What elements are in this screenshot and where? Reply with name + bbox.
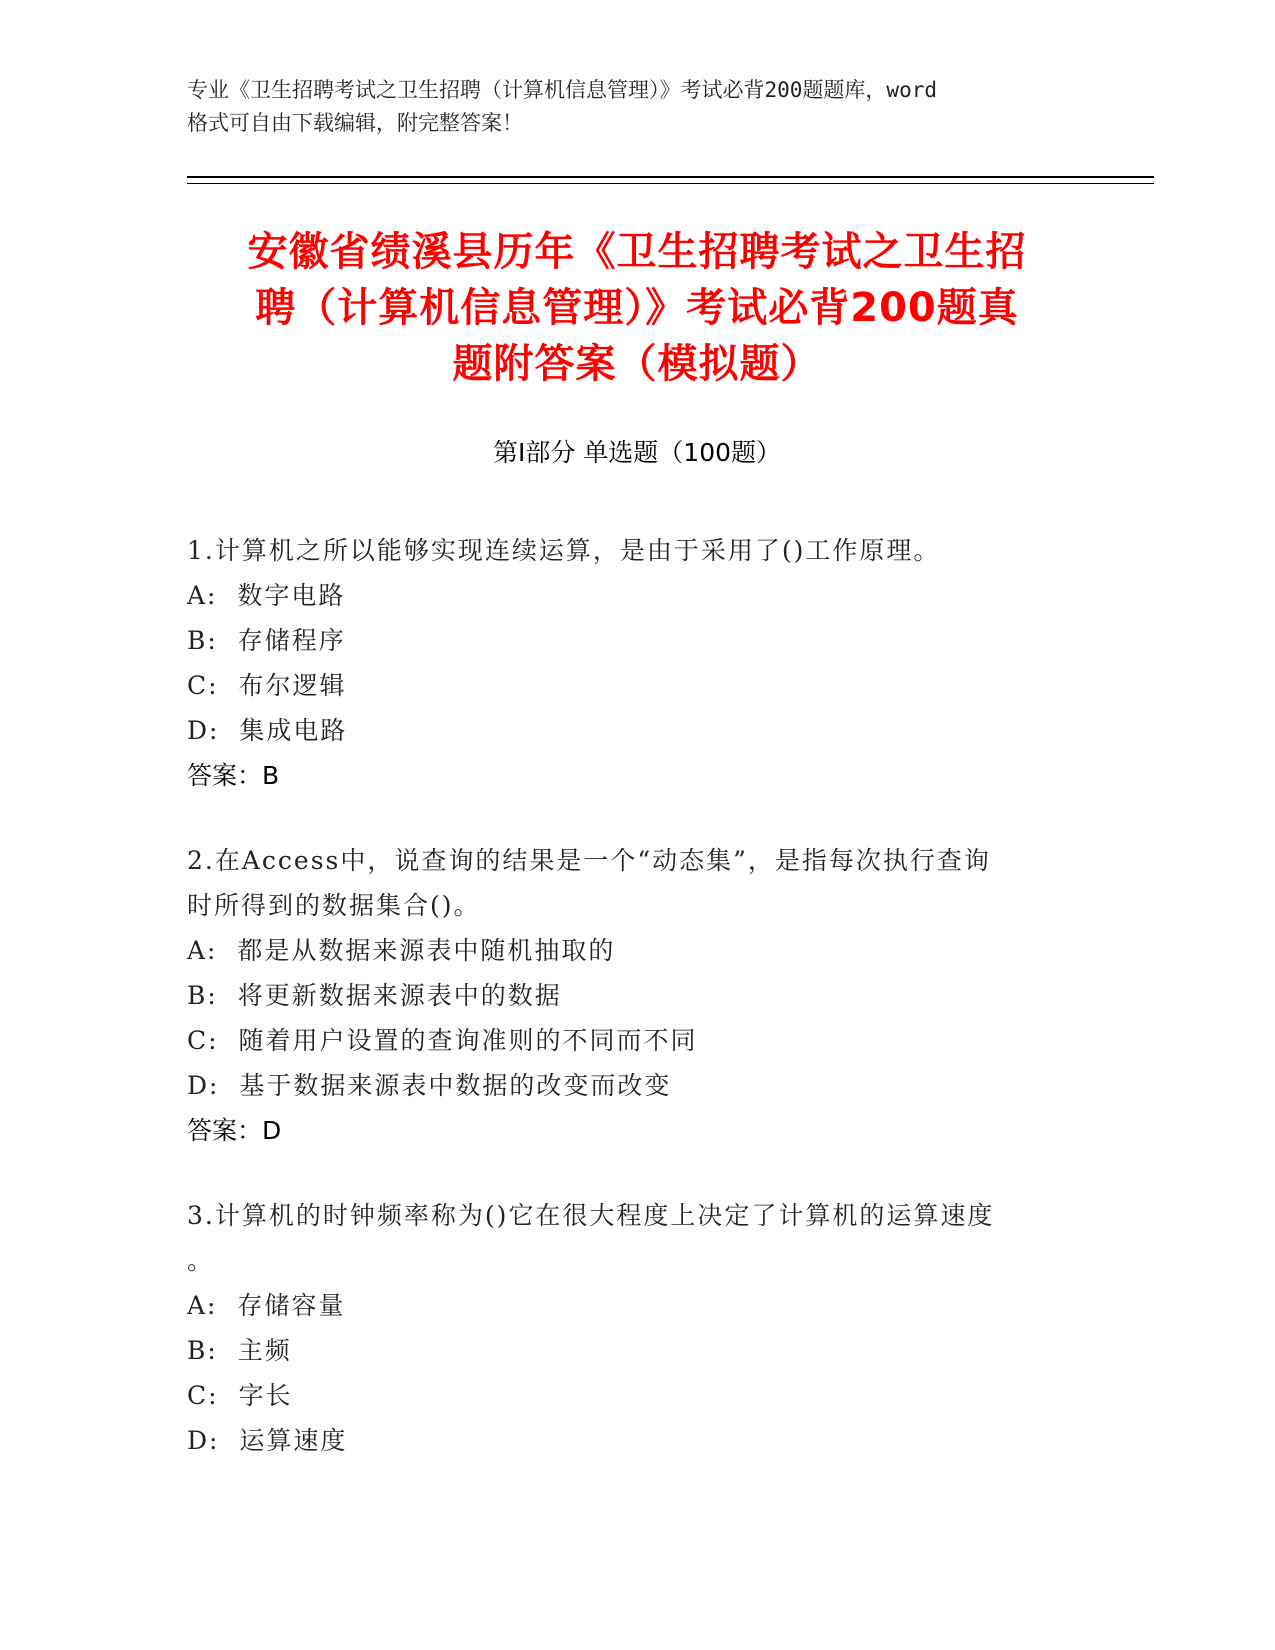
option-c: C: 随着用户设置的查询准则的不同而不同	[187, 1026, 698, 1055]
option-b: B: 主频	[187, 1336, 292, 1365]
question-2	[187, 838, 1067, 1153]
question-stem-continued: 。	[187, 1246, 215, 1275]
answer: 答案：B	[187, 761, 280, 790]
option-d: D: 基于数据来源表中数据的改变而改变	[187, 1071, 672, 1100]
document-title	[187, 224, 1087, 392]
question-stem-continued: 时所得到的数据集合()。	[187, 891, 481, 920]
header-divider-thin	[187, 183, 1154, 184]
question-3	[187, 1193, 1067, 1463]
section-heading: 第Ⅰ部分 单选题（100题）	[492, 438, 782, 467]
question-stem: 1.计算机之所以能够实现连续运算，是由于采用了()工作原理。	[187, 536, 941, 565]
option-c: C: 字长	[187, 1381, 293, 1410]
header-note-line-1: 专业《卫生招聘考试之卫生招聘（计算机信息管理）》考试必背200题题库，word	[187, 78, 937, 102]
option-c: C: 布尔逻辑	[187, 671, 347, 700]
answer: 答案：D	[187, 1116, 282, 1145]
document-title-line-1: 安徽省绩溪县历年《卫生招聘考试之卫生招	[247, 229, 1027, 275]
option-b: B: 将更新数据来源表中的数据	[187, 981, 562, 1010]
header-divider-thick	[187, 176, 1154, 178]
document-title-line-2: 聘（计算机信息管理）》考试必背200题真	[255, 285, 1019, 331]
option-d: D: 运算速度	[187, 1426, 348, 1455]
question-stem: 2.在Access中，说查询的结果是一个“动态集”，是指每次执行查询	[187, 846, 991, 875]
option-a: A: 都是从数据来源表中随机抽取的	[187, 936, 616, 965]
question-1	[187, 528, 1067, 798]
header-note	[187, 74, 1087, 140]
question-list	[187, 528, 1067, 1503]
option-a: A: 存储容量	[187, 1291, 346, 1320]
document-title-line-3: 题附答案（模拟题）	[452, 341, 822, 387]
option-d: D: 集成电路	[187, 716, 348, 745]
option-b: B: 存储程序	[187, 626, 346, 655]
option-a: A: 数字电路	[187, 581, 346, 610]
header-note-line-2: 格式可自由下载编辑，附完整答案！	[187, 111, 523, 135]
question-stem: 3.计算机的时钟频率称为()它在很大程度上决定了计算机的运算速度	[187, 1201, 995, 1230]
